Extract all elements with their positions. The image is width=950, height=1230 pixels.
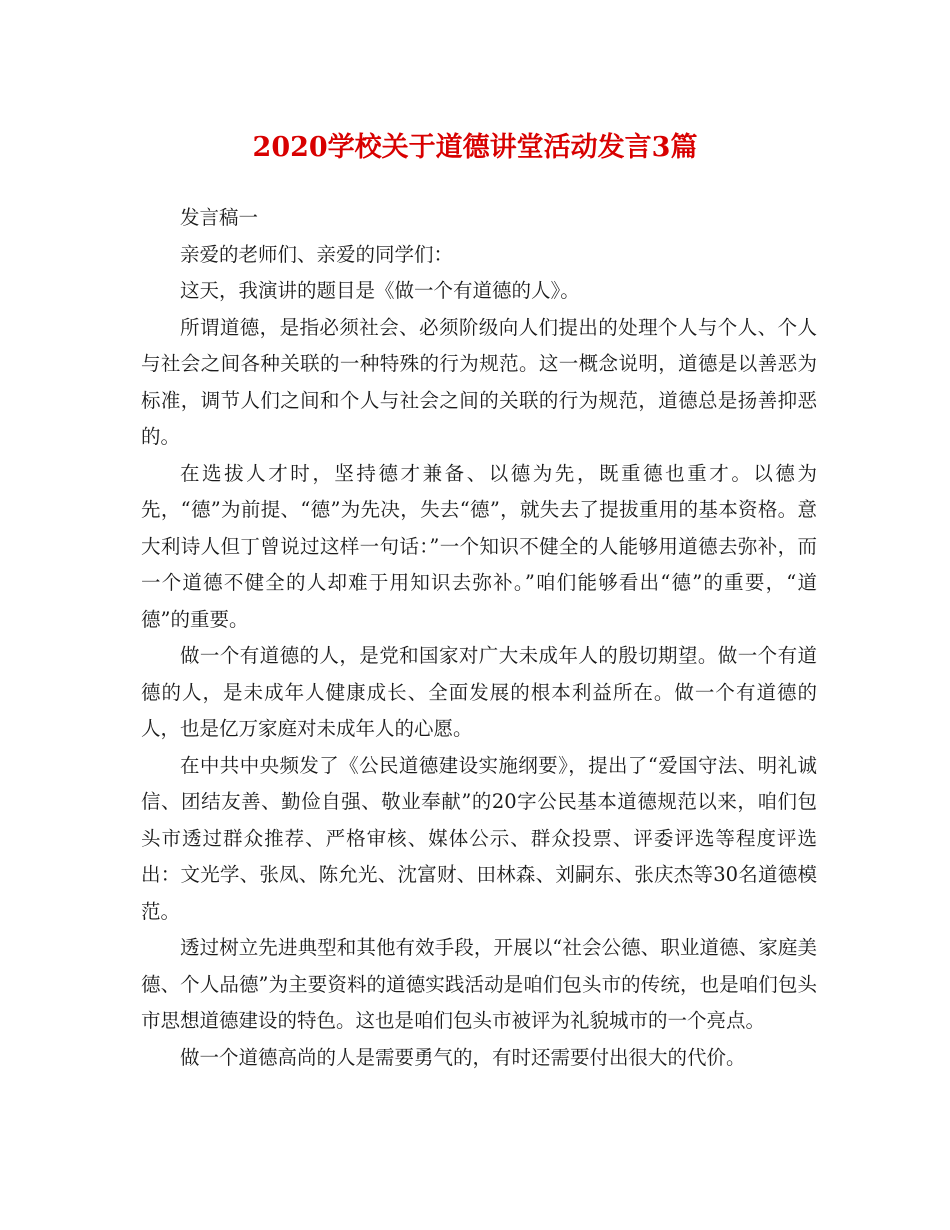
document-body [141, 200, 817, 1076]
paragraph-salutation: 亲爱的老师们、亲爱的同学们： [180, 242, 454, 266]
paragraph: 在中共中央频发了《公民道德建设实施纲要》，提出了“爱国守法、明礼诚信、团结友善、勤俭自强、敬业奉献”的20字公民基本道德规范以来，咱们包头市透过群众推荐、严格审核、媒体公示、群众投票、评委评选等程度评选出：文光学、张凤、陈允光、沈富财、田林森、刘嗣东、张庆杰等30名道德模范。 [141, 753, 817, 923]
paragraph: 在选拔人才时，坚持德才兼备、以德为先，既重德也重才。以德为先，“德”为前提、“德”为先决，失去“德”，就失去了提拔重用的基本资格。意大利诗人但丁曾说过这样一句话：”一个知识不健全的人能够用道德去弥补，而一个道德不健全的人却难于用知识去弥补。”咱们能够看出“德”的重要，“道德”的重要。 [141, 461, 817, 631]
document-title: 2020学校关于道德讲堂活动发言3篇 [252, 132, 698, 163]
paragraph: 做一个道德高尚的人是需要勇气的，有时还需要付出很大的代价。 [180, 1045, 746, 1069]
paragraph-section-label: 发言稿一 [180, 206, 259, 229]
paragraph: 透过树立先进典型和其他有效手段，开展以“社会公德、职业道德、家庭美德、个人品德”为主要资料的道德实践活动是咱们包头市的传统，也是咱们包头市思想道德建设的特色。这也是咱们包头市被评为礼貌城市的一个亮点。 [141, 936, 817, 1032]
paragraph: 做一个有道德的人，是党和国家对广大未成年人的殷切期望。做一个有道德的人，是未成年人健康成长、全面发展的根本利益所在。做一个有道德的人，也是亿万家庭对未成年人的心愿。 [141, 644, 817, 740]
paragraph-topic: 这天，我演讲的题目是《做一个有道德的人》。 [180, 279, 580, 302]
paragraph: 所谓道德，是指必须社会、必须阶级向人们提出的处理个人与个人、个人与社会之间各种关联的一种特殊的行为规范。这一概念说明，道德是以善恶为标准，调节人们之间和个人与社会之间的关联的行为规范，道德总是扬善抑恶的。 [141, 315, 817, 448]
